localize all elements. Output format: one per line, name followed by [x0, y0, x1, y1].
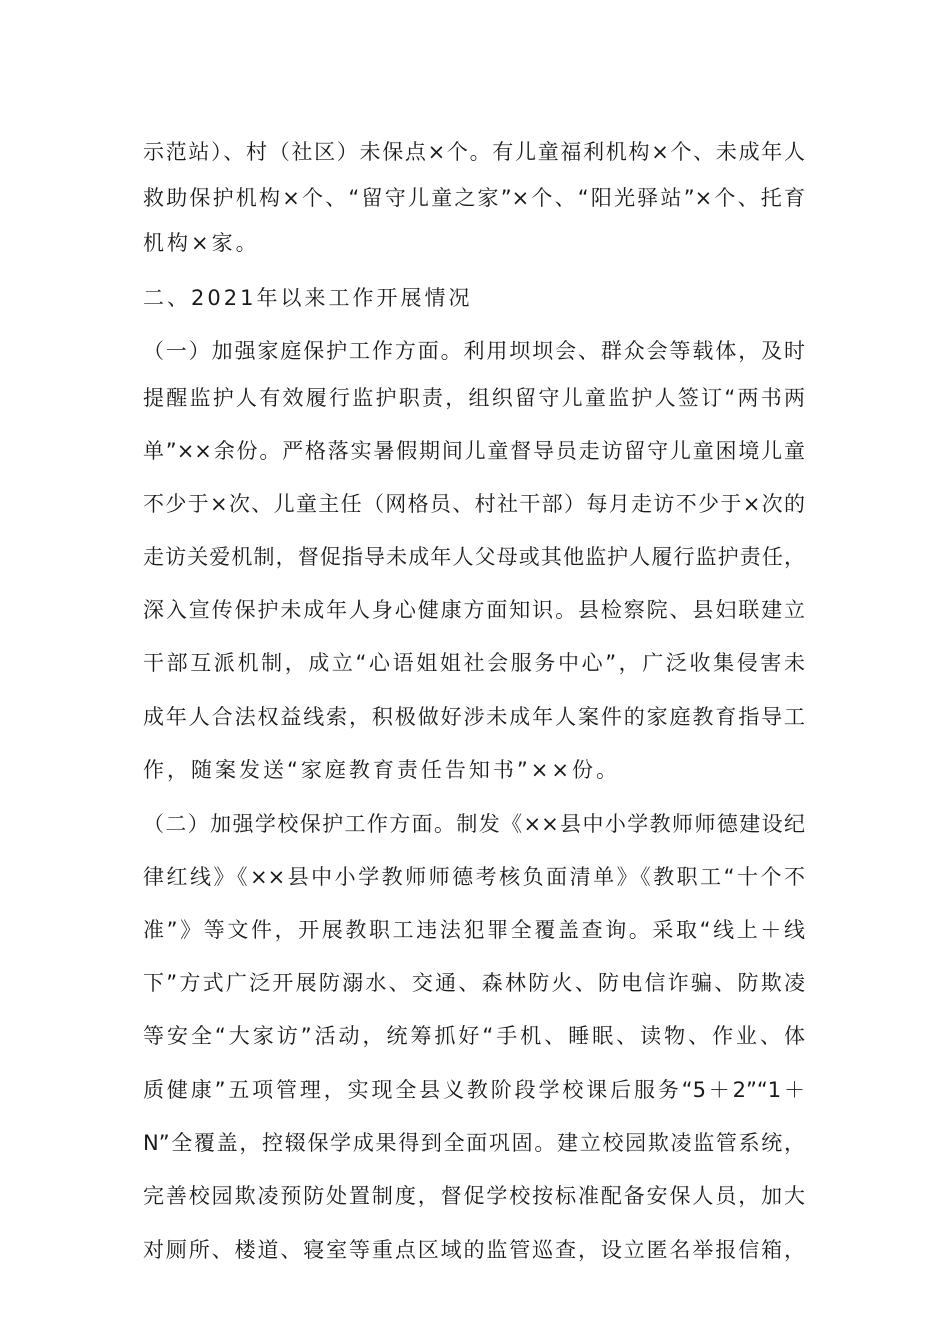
text-line: 作，随案发送“家庭教育责任告知书”××份。: [143, 758, 620, 782]
text-line: 单”××余份。严格落实暑假期间儿童督导员走访留守儿童困境儿童: [143, 439, 805, 463]
text-line: N”全覆盖，控辍保学成果得到全面巩固。建立校园欺凌监管系统，: [143, 1131, 805, 1155]
text-line: 机构×家。: [143, 231, 260, 255]
text-line: 救助保护机构×个、“留守儿童之家”×个、“阳光驿站”×个、托育: [143, 186, 805, 210]
text-line: （二）加强学校保护工作方面。制发《××县中小学教师师德建设纪: [143, 812, 805, 836]
text-line: 示范站）、村（社区）未保点×个。有儿童福利机构×个、未成年人: [143, 140, 805, 164]
text-line: 等安全“大家访”活动，统筹抓好“手机、睡眠、读物、作业、体: [143, 1024, 805, 1048]
text-line: 律红线》《××县中小学教师师德考核负面清单》《教职工“十个不: [143, 865, 805, 889]
text-line: 提醒监护人有效履行监护职责，组织留守儿童监护人签订“两书两: [143, 386, 805, 410]
text-line: 成年人合法权益线索，积极做好涉未成年人案件的家庭教育指导工: [143, 705, 805, 729]
text-line: 干部互派机制，成立“心语姐姐社会服务中心”，广泛收集侵害未: [143, 651, 805, 675]
text-line: 下”方式广泛开展防溺水、交通、森林防火、防电信诈骗、防欺凌: [143, 971, 805, 995]
text-line: （一）加强家庭保护工作方面。利用坝坝会、群众会等载体，及时: [143, 339, 805, 363]
text-line: 准”》等文件，开展教职工违法犯罪全覆盖查询。采取“线上＋线: [143, 918, 805, 942]
text-line: 深入宣传保护未成年人身心健康方面知识。县检察院、县妇联建立: [143, 598, 805, 622]
section-heading: 二、2021年以来工作开展情况: [143, 286, 473, 310]
text-line: 对厕所、楼道、寝室等重点区域的监管巡查，设立匿名举报信箱，: [143, 1238, 805, 1262]
text-line: 质健康”五项管理，实现全县义教阶段学校课后服务“5＋2”“1＋: [143, 1078, 805, 1102]
text-line: 走访关爱机制，督促指导未成年人父母或其他监护人履行监护责任，: [143, 545, 805, 569]
text-line: 不少于×次、儿童主任（网格员、村社干部）每月走访不少于×次的: [143, 492, 805, 516]
text-line: 完善校园欺凌预防处置制度，督促学校按标准配备安保人员，加大: [143, 1184, 805, 1208]
